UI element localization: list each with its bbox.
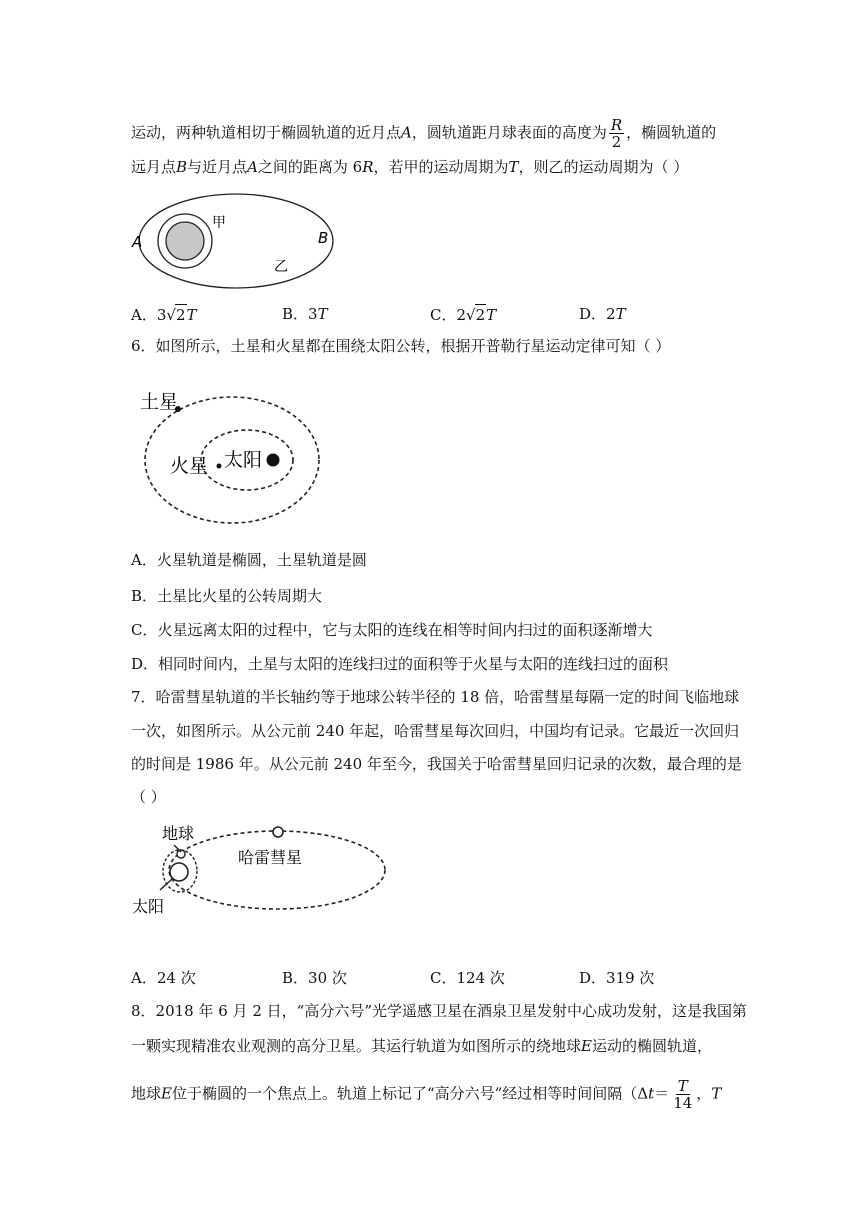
q5-text: 与近月点 xyxy=(187,158,248,176)
option-label: C． xyxy=(430,306,457,324)
q5-option-c[interactable] xyxy=(430,304,496,325)
var-T: T xyxy=(508,158,519,176)
q7-option-b[interactable]: B．30 次 xyxy=(282,969,347,987)
q6-option-c[interactable]: C．火星远离太阳的过程中，它与太阳的连线在相等时间内扫过的面积逐渐增大 xyxy=(131,621,653,639)
label-B: B xyxy=(318,229,329,247)
q7-option-a[interactable]: A．24 次 xyxy=(131,969,196,987)
var-t: t xyxy=(648,1084,655,1103)
option-coef: 3 xyxy=(156,306,167,324)
q8-text: 一颗实现精准农业观测的高分卫星。其运行轨道为如图所示的绕地球 xyxy=(131,1037,582,1055)
fraction-R-over-2 xyxy=(609,117,624,150)
q8-text: 地球 xyxy=(131,1084,162,1103)
q5-line-1 xyxy=(131,117,716,150)
q5-text: ，则乙的运动周期为（ ） xyxy=(518,158,689,176)
q7-line-4: （ ） xyxy=(131,788,166,806)
q7-line-1: 7．哈雷彗星轨道的半长轴约等于地球公转半径的 18 倍，哈雷彗星每隔一定的时间飞临地球 xyxy=(131,688,740,706)
q5-text: ，椭圆轨道的 xyxy=(626,123,717,142)
q6-stem: 6．如图所示，土星和火星都在围绕太阳公转，根据开普勒行星运动定律可知（ ） xyxy=(131,337,671,355)
q7-comet-figure xyxy=(130,818,390,918)
var-T: T xyxy=(186,306,197,324)
sqrt-sign: √ xyxy=(466,306,476,324)
q5-option-a[interactable] xyxy=(131,304,197,325)
label-mars: 火星 xyxy=(170,455,209,477)
label-sun: 太阳 xyxy=(132,897,165,916)
option-label: B． xyxy=(282,305,309,323)
q8-line-3 xyxy=(131,1078,721,1111)
label-saturn: 土星 xyxy=(140,391,179,413)
var-A: A xyxy=(247,158,258,176)
var-T: T xyxy=(486,306,497,324)
q7-line-2: 一次，如图所示。从公元前 240 年起，哈雷彗星每次回归，中国均有记录。它最近一次回归 xyxy=(131,722,740,740)
equals-sign: ＝ xyxy=(654,1084,670,1103)
radicand: 2 xyxy=(175,306,186,324)
label-yi: 乙 xyxy=(274,259,288,275)
label-comet: 哈雷彗星 xyxy=(238,848,303,867)
q8-line-2 xyxy=(131,1036,712,1056)
q5-text: 运动，两种轨道相切于椭圆轨道的近月点 xyxy=(131,123,402,142)
q5-text: 之间的距离为 6 xyxy=(257,158,363,176)
q5-text: ，若甲的运动周期为 xyxy=(373,158,509,176)
q8-line-1: 8．2018 年 6 月 2 日，“高分六号”光学遥感卫星在酒泉卫星发射中心成功发射，这是我国第 xyxy=(131,1002,747,1020)
q7-option-d[interactable]: D．319 次 xyxy=(579,969,655,987)
var-T: T xyxy=(317,305,328,323)
frac-denominator: 2 xyxy=(611,133,622,151)
frac-numerator: R xyxy=(610,116,623,134)
q5-text: ，圆轨道距月球表面的高度为 xyxy=(411,123,607,142)
label-jia: 甲 xyxy=(212,215,226,231)
option-label: A． xyxy=(131,306,157,324)
label-A: A xyxy=(132,233,143,251)
radicand: 2 xyxy=(475,306,486,324)
var-T: T xyxy=(711,1084,722,1103)
q6-orbit-figure xyxy=(134,380,334,530)
q5-line-2 xyxy=(131,157,688,177)
q6-option-b[interactable]: B．土星比火星的公转周期大 xyxy=(131,587,323,605)
q7-line-3: 的时间是 1986 年。从公元前 240 年至今，我国关于哈雷彗星回归记录的次数，最合理的是 xyxy=(131,755,742,773)
var-T: T xyxy=(615,305,626,323)
var-E: E xyxy=(161,1084,172,1103)
var-B: B xyxy=(176,158,188,176)
q5-option-b[interactable] xyxy=(282,304,328,324)
option-coef: 2 xyxy=(606,305,616,323)
q5-option-d[interactable] xyxy=(579,304,626,324)
label-sun: 太阳 xyxy=(224,449,263,471)
label-earth: 地球 xyxy=(162,824,195,843)
q5-orbit-figure xyxy=(128,192,348,292)
q8-text: 位于椭圆的一个焦点上。轨道上标记了“高分六号”经过相等时间间隔（Δ xyxy=(171,1084,649,1103)
q6-option-a[interactable]: A．火星轨道是椭圆，土星轨道是圆 xyxy=(131,551,367,569)
sqrt-sign: √ xyxy=(166,306,176,324)
var-E: E xyxy=(581,1037,592,1055)
q8-text: ， xyxy=(696,1084,712,1103)
frac-numerator: T xyxy=(677,1077,688,1095)
option-label: D． xyxy=(579,305,607,323)
q7-option-c[interactable]: C．124 次 xyxy=(430,969,505,987)
q5-text: 远月点 xyxy=(131,158,177,176)
var-A: A xyxy=(401,123,412,142)
var-R: R xyxy=(362,158,374,176)
option-coef: 3 xyxy=(308,305,318,323)
option-coef: 2 xyxy=(456,306,467,324)
fraction-T-over-14 xyxy=(671,1078,694,1111)
frac-denominator: 14 xyxy=(673,1094,693,1112)
q6-option-d[interactable]: D．相同时间内，土星与太阳的连线扫过的面积等于火星与太阳的连线扫过的面积 xyxy=(131,655,669,673)
q8-text: 运动的椭圆轨道， xyxy=(591,1037,712,1055)
